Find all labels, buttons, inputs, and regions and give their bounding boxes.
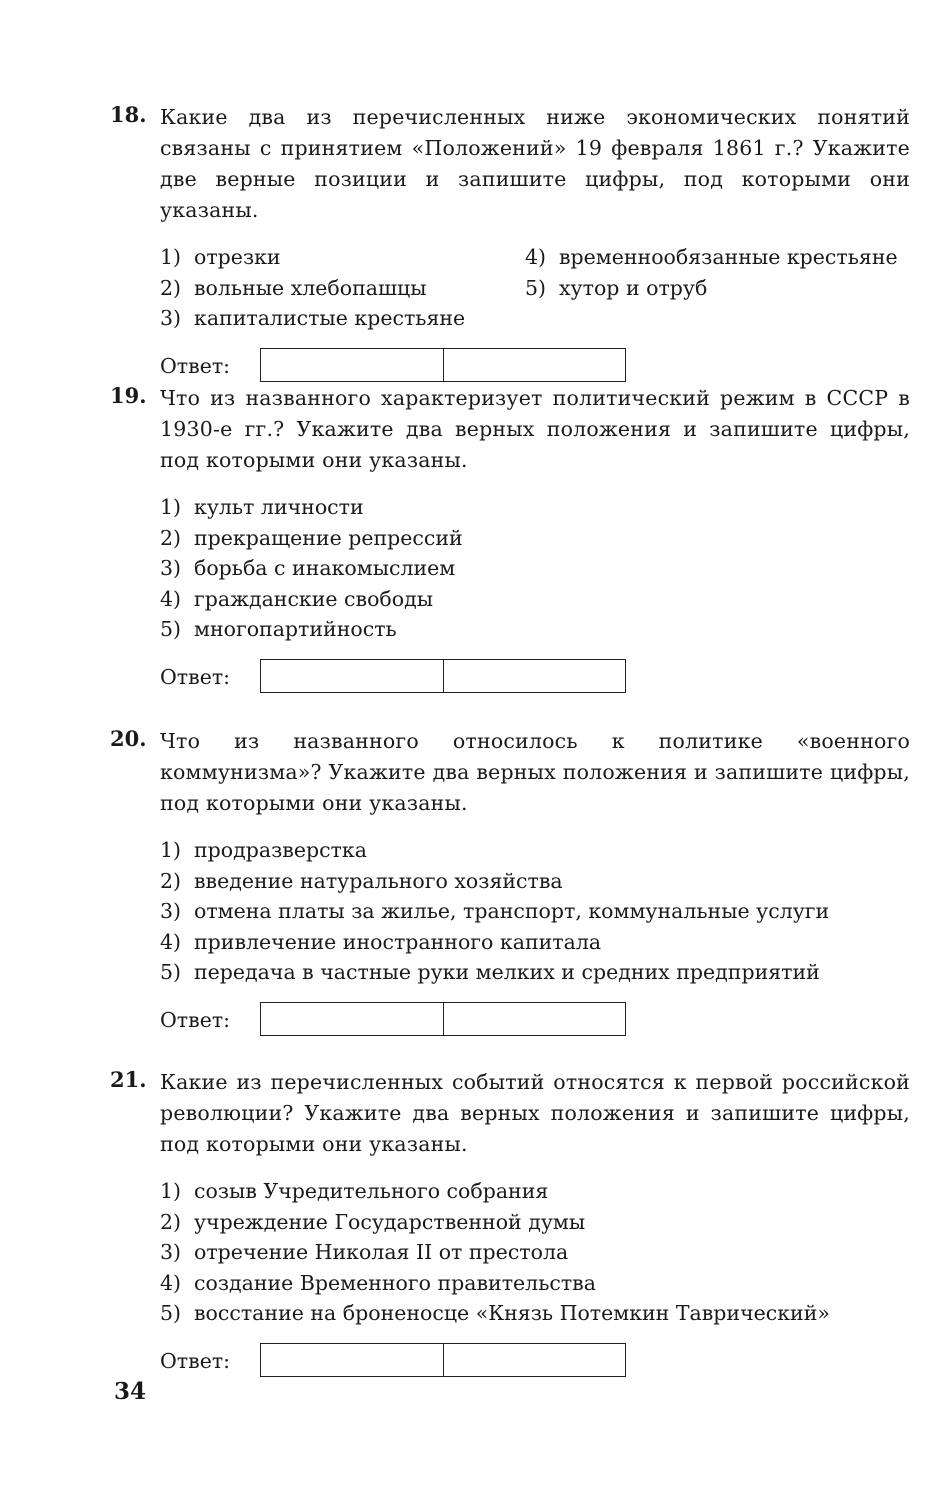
question-19 <box>110 383 910 695</box>
answer-box[interactable] <box>260 659 626 693</box>
option: 3) отмена платы за жилье, транспорт, коммунальные услуги <box>160 899 830 923</box>
answer-cell-1[interactable] <box>261 660 443 692</box>
option: 3) отречение Николая II от престола <box>160 1240 569 1264</box>
option: 5) многопартийность <box>160 617 397 641</box>
option: 1) отрезки <box>160 245 281 269</box>
option: 1) продразверстка <box>160 838 367 862</box>
answer-cell-1[interactable] <box>261 1003 443 1035</box>
question-text: Что из названного относилось к политике «военного коммунизма»? Укажите два верных положения и запишите цифры, под которыми они указаны. <box>160 729 910 815</box>
question-text: Какие два из перечисленных ниже экономических понятий связаны с принятием «Положений» 19 февраля 1861 г.? Укажите две верные позиции и запишите цифры, под которыми они указаны. <box>160 105 910 222</box>
question-number: 18. <box>110 102 147 127</box>
question-number: 20. <box>110 726 147 751</box>
options-list <box>160 1176 910 1329</box>
option: 4) привлечение иностранного капитала <box>160 929 602 954</box>
option: 4) гражданские свободы <box>160 586 434 611</box>
question-number: 19. <box>110 383 147 408</box>
answer-label: Ответ: <box>160 354 231 378</box>
option: 2) учреждение Государственной думы <box>160 1209 586 1234</box>
answer-box[interactable] <box>260 1002 626 1036</box>
option: 2) прекращение репрессий <box>160 525 463 550</box>
answer-cell-2[interactable] <box>443 1003 626 1035</box>
answer-box[interactable] <box>260 1343 626 1377</box>
option: 5) восстание на броненосце «Князь Потемкин Таврический» <box>160 1301 830 1325</box>
answer-cell-2[interactable] <box>443 349 626 381</box>
option: 4) создание Временного правительства <box>160 1270 596 1295</box>
option: 3) капиталистые крестьяне <box>160 306 466 330</box>
question-20 <box>110 726 910 1038</box>
answer-cell-1[interactable] <box>261 349 443 381</box>
question-18 <box>110 102 910 384</box>
question-number: 21. <box>110 1067 147 1092</box>
answer-label: Ответ: <box>160 664 231 689</box>
answer-row <box>160 1343 910 1379</box>
option: 1) культ личности <box>160 495 364 519</box>
answer-cell-2[interactable] <box>443 660 626 692</box>
option: 1) созыв Учредительного собрания <box>160 1179 549 1203</box>
option: 2) введение натурального хозяйства <box>160 868 563 893</box>
options-list <box>160 835 910 988</box>
answer-cell-2[interactable] <box>443 1344 626 1376</box>
question-text: Какие из перечисленных событий относятся к первой российской революции? Укажите два верных положения и запишите цифры, под которыми они указаны. <box>160 1070 910 1156</box>
page-number: 34 <box>114 1378 147 1405</box>
question-21 <box>110 1067 910 1379</box>
answer-cell-1[interactable] <box>261 1344 443 1376</box>
answer-row <box>160 659 910 695</box>
answer-row <box>160 348 910 384</box>
option: 5) хутор и отруб <box>525 275 708 300</box>
options-list <box>160 242 910 334</box>
answer-label: Ответ: <box>160 1348 231 1373</box>
answer-label: Ответ: <box>160 1007 231 1032</box>
question-text: Что из названного характеризует политический режим в СССР в 1930-е гг.? Укажите два верных положения и запишите цифры, под которыми они указаны. <box>160 386 910 472</box>
option: 3) борьба с инакомыслием <box>160 556 456 580</box>
answer-row <box>160 1002 910 1038</box>
option: 5) передача в частные руки мелких и средних предприятий <box>160 960 820 984</box>
option: 4) временнообязанные крестьяне <box>525 245 898 269</box>
answer-box[interactable] <box>260 348 626 382</box>
options-list <box>160 492 910 645</box>
option: 2) вольные хлебопашцы <box>160 275 427 300</box>
